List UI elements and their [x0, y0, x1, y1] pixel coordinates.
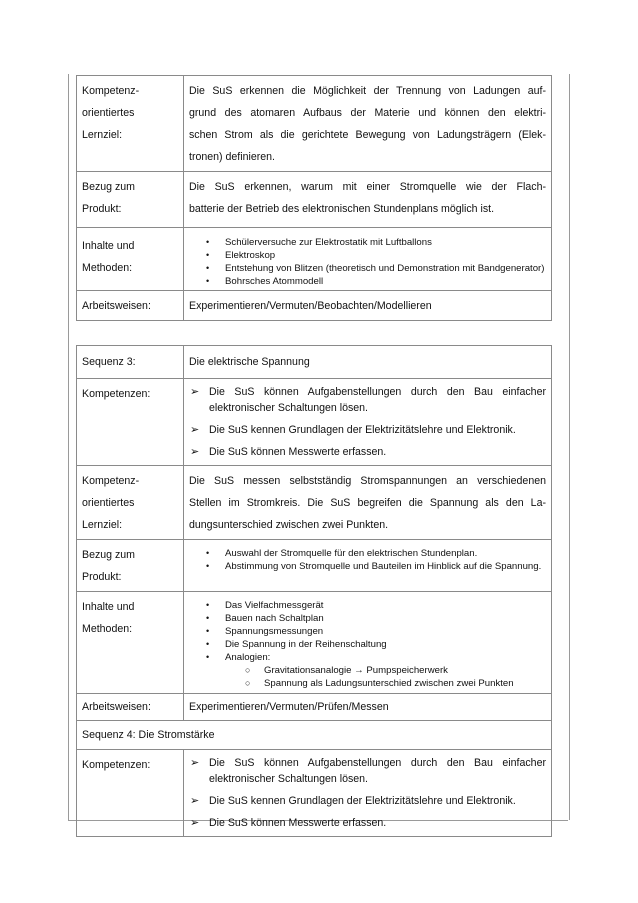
list-item: • Elektroskop	[206, 250, 276, 261]
row-sequenz-4	[77, 721, 552, 750]
value-arbeitsweisen-2: Experimentieren/Vermuten/Prüfen/Messen	[184, 694, 552, 721]
bullet-icon: •	[206, 639, 210, 649]
arrow-bullet-icon: ➢	[190, 424, 200, 436]
row-arbeitsweisen-2	[77, 694, 552, 721]
list-item: ➢ Die SuS können Messwerte erfassen.	[190, 446, 387, 458]
list-item: ➢ Die SuS kennen Grundlagen der Elektrizitätslehre und Elektronik.	[190, 424, 516, 436]
value-sequenz-4: Sequenz 4: Die Stromstärke	[77, 721, 552, 750]
bullet-icon: •	[206, 626, 210, 636]
list-item: • Bauen nach Schaltplan	[206, 613, 324, 624]
list-item: ➢ Die SuS können Messwerte erfassen.	[190, 817, 387, 829]
row-kompetenz-lernziel-2	[77, 466, 552, 540]
value-inhalte-methoden-2	[184, 592, 552, 694]
label-kompetenzen: Kompetenzen:	[77, 379, 184, 466]
row-kompetenzen-4	[77, 750, 552, 837]
value-kompetenz-lernziel: Die SuS erkennen die Möglichkeit der Trennung von Ladungen auf- grund des atomaren Aufbaus der Materie und können den elektri- schen Strom als die gerichtete Bewegung von Ladungsträgern (Elek- tronen) definieren.	[184, 76, 552, 172]
lesson-table-sequenz-2	[76, 75, 552, 321]
bullet-icon: •	[206, 613, 210, 623]
value-kompetenzen-4	[184, 750, 552, 837]
bullet-icon: •	[206, 561, 210, 571]
row-arbeitsweisen	[77, 291, 552, 321]
bezug-list	[189, 547, 546, 573]
bullet-icon: •	[206, 237, 210, 247]
bullet-icon: •	[206, 276, 210, 286]
list-item: • Spannungsmessungen	[206, 626, 324, 637]
value-inhalte-methoden	[184, 228, 552, 291]
value-kompetenzen	[184, 379, 552, 466]
label-kompetenz-lernziel: Kompetenz- orientiertes Lernziel:	[77, 76, 184, 172]
arrow-bullet-icon: ➢	[190, 757, 200, 769]
lesson-table-sequenz-3	[76, 345, 552, 837]
row-inhalte-methoden-2	[77, 592, 552, 694]
list-item: • Schülerversuche zur Elektrostatik mit Luftballons	[206, 237, 432, 248]
sub-list-item: ○ Spannung als Ladungsunterschied zwischen zwei Punkten	[245, 678, 514, 689]
circle-bullet-icon: ○	[245, 678, 251, 688]
inhalte-list	[189, 236, 546, 288]
list-item: • Auswahl der Stromquelle für den elektrischen Stundenplan.	[206, 548, 478, 559]
value-sequenz-3: Die elektrische Spannung	[184, 346, 552, 379]
label-kompetenzen-4: Kompetenzen:	[77, 750, 184, 837]
label-bezug-produkt: Bezug zum Produkt:	[77, 172, 184, 228]
list-item: • Analogien:	[206, 652, 271, 663]
row-bezug-produkt	[77, 172, 552, 228]
bullet-icon: •	[206, 263, 210, 273]
row-kompetenzen	[77, 379, 552, 466]
list-item: ➢ Die SuS kennen Grundlagen der Elektrizitätslehre und Elektronik.	[190, 795, 516, 807]
label-arbeitsweisen-2: Arbeitsweisen:	[77, 694, 184, 721]
value-arbeitsweisen: Experimentieren/Vermuten/Beobachten/Modellieren	[184, 291, 552, 321]
row-bezug-produkt-2	[77, 540, 552, 592]
kompetenzen-list-4	[189, 755, 546, 831]
row-sequenz-3	[77, 346, 552, 379]
bullet-icon: •	[206, 652, 210, 662]
value-kompetenz-lernziel-2: Die SuS messen selbstständig Stromspannungen an verschiedenen Stellen im Stromkreis. Die SuS begreifen die Spannung als den La- dungsunterschied zwischen zwei Punkten.	[184, 466, 552, 540]
label-inhalte-methoden-2: Inhalte und Methoden:	[77, 592, 184, 694]
list-item: ➢ Die SuS können Aufgabenstellungen durch den Bau einfacher elektronischer Schaltungen lösen.	[190, 757, 546, 785]
arrow-bullet-icon: ➢	[190, 386, 200, 398]
sub-list-item: ○ Gravitationsanalogie → Pumpspeicherwerk	[245, 665, 448, 676]
arrow-bullet-icon: ➢	[190, 795, 200, 807]
label-inhalte-methoden: Inhalte und Methoden:	[77, 228, 184, 291]
arrow-bullet-icon: ➢	[190, 817, 200, 829]
list-item: • Die Spannung in der Reihenschaltung	[206, 639, 387, 650]
list-item: • Bohrsches Atommodell	[206, 276, 324, 287]
label-sequenz-3: Sequenz 3:	[77, 346, 184, 379]
inhalte-list-2	[189, 599, 546, 664]
list-item: ➢ Die SuS können Aufgabenstellungen durch den Bau einfacher elektronischer Schaltungen lösen.	[190, 386, 546, 414]
list-item: • Entstehung von Blitzen (theoretisch und Demonstration mit Bandgenerator)	[206, 263, 545, 274]
label-arbeitsweisen: Arbeitsweisen:	[77, 291, 184, 321]
kompetenzen-list	[189, 384, 546, 460]
value-bezug-produkt: Die SuS erkennen, warum mit einer Stromquelle wie der Flach- batterie der Betrieb des elektronischen Stundenplans möglich ist.	[184, 172, 552, 228]
arrow-bullet-icon: ➢	[190, 446, 200, 458]
row-kompetenz-lernziel	[77, 76, 552, 172]
list-item: • Abstimmung von Stromquelle und Bauteilen im Hinblick auf die Spannung.	[206, 561, 542, 572]
analogien-sublist	[189, 664, 546, 690]
list-item: • Das Vielfachmessgerät	[206, 600, 324, 611]
label-bezug-produkt-2: Bezug zum Produkt:	[77, 540, 184, 592]
row-inhalte-methoden	[77, 228, 552, 291]
value-bezug-produkt-2	[184, 540, 552, 592]
circle-bullet-icon: ○	[245, 665, 251, 675]
bullet-icon: •	[206, 250, 210, 260]
bullet-icon: •	[206, 600, 210, 610]
bullet-icon: •	[206, 548, 210, 558]
label-kompetenz-lernziel-2: Kompetenz- orientiertes Lernziel:	[77, 466, 184, 540]
